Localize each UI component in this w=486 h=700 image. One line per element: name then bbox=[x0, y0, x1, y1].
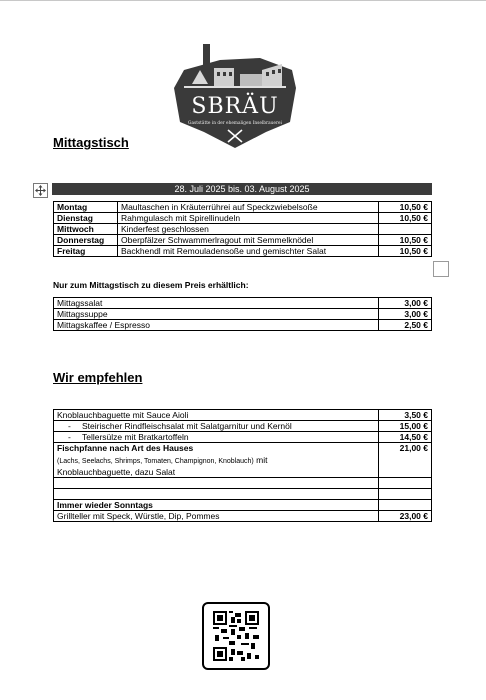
fish-mit: mit bbox=[256, 455, 268, 465]
extra-item: Mittagssuppe bbox=[54, 309, 379, 320]
rec-item: Grillteller mit Speck, Würstle, Dip, Pommes bbox=[54, 511, 379, 522]
extra-item: Mittagssalat bbox=[54, 298, 379, 309]
price: 10,50 € bbox=[379, 246, 432, 257]
table-row bbox=[54, 421, 432, 432]
table-row bbox=[54, 500, 432, 511]
weekday: Mittwoch bbox=[54, 224, 118, 235]
bullet-dash-icon: - bbox=[68, 432, 71, 442]
table-row bbox=[54, 246, 432, 257]
weekday: Dienstag bbox=[54, 213, 118, 224]
price: 14,50 € bbox=[379, 432, 432, 443]
table-row bbox=[54, 298, 432, 309]
empty-cell bbox=[379, 489, 432, 500]
table-row bbox=[54, 432, 432, 443]
qr-code-icon[interactable] bbox=[202, 602, 270, 670]
rec-item-sub bbox=[54, 421, 379, 432]
dish: Oberpfälzer Schwammerlragout mit Semmelknödel bbox=[118, 235, 379, 246]
page-top-border bbox=[0, 0, 486, 1]
dish: Kinderfest geschlossen bbox=[118, 224, 379, 235]
price: 3,50 € bbox=[379, 410, 432, 421]
bullet-dash-icon: - bbox=[68, 421, 71, 431]
extras-table bbox=[53, 297, 432, 331]
price: 3,00 € bbox=[379, 298, 432, 309]
sunday-heading: Immer wieder Sonntags bbox=[54, 500, 379, 511]
empty-cell bbox=[54, 489, 379, 500]
rec-item: Tellersülze mit Bratkartoffeln bbox=[82, 432, 189, 442]
fish-side: Knoblauchbaguette, dazu Salat bbox=[57, 467, 176, 477]
table-resize-handle[interactable] bbox=[433, 261, 449, 277]
recommend-table bbox=[53, 409, 432, 522]
empty-cell bbox=[54, 478, 379, 489]
move-arrows-icon[interactable] bbox=[33, 183, 48, 198]
extra-item: Mittagskaffee / Espresso bbox=[54, 320, 379, 331]
recommend-heading: Wir empfehlen bbox=[53, 370, 143, 385]
weekday: Montag bbox=[54, 202, 118, 213]
rec-item: Steirischer Rindfleischsalat mit Salatgarnitur und Kernöl bbox=[82, 421, 292, 431]
price: 21,00 € bbox=[379, 443, 432, 478]
price: 10,50 € bbox=[379, 202, 432, 213]
table-row bbox=[54, 443, 432, 478]
price: 10,50 € bbox=[379, 213, 432, 224]
weekday: Donnerstag bbox=[54, 235, 118, 246]
table-row bbox=[54, 309, 432, 320]
price bbox=[379, 224, 432, 235]
dish: Maultaschen in Kräuterrührei auf Speckzwiebelsoße bbox=[118, 202, 379, 213]
empty-cell bbox=[379, 478, 432, 489]
lunch-menu-table bbox=[53, 201, 432, 257]
weekday: Freitag bbox=[54, 246, 118, 257]
logo-name: SBRÄU bbox=[191, 94, 279, 119]
table-row bbox=[54, 213, 432, 224]
brewery-logo bbox=[170, 40, 300, 152]
table-row bbox=[54, 320, 432, 331]
price: 2,50 € bbox=[379, 320, 432, 331]
table-row bbox=[54, 410, 432, 421]
dish: Rahmgulasch mit Spirellinudeln bbox=[118, 213, 379, 224]
table-row bbox=[54, 202, 432, 213]
price: 3,00 € bbox=[379, 309, 432, 320]
lunch-heading: Mittagstisch bbox=[53, 135, 129, 150]
table-row bbox=[54, 235, 432, 246]
dish: Backhendl mit Remouladensoße und gemischter Salat bbox=[118, 246, 379, 257]
price: 23,00 € bbox=[379, 511, 432, 522]
rec-item: Knoblauchbaguette mit Sauce Aioli bbox=[54, 410, 379, 421]
fish-title: Fischpfanne nach Art des Hauses bbox=[57, 443, 194, 453]
rec-item-fish bbox=[54, 443, 379, 478]
table-row bbox=[54, 224, 432, 235]
fish-detail: (Lachs, Seelachs, Shrimps, Tomaten, Champignon, Knoblauch) bbox=[57, 458, 254, 465]
empty-cell bbox=[379, 500, 432, 511]
price: 15,00 € bbox=[379, 421, 432, 432]
week-date-range: 28. Juli 2025 bis. 03. August 2025 bbox=[52, 183, 432, 195]
extras-note: Nur zum Mittagstisch zu diesem Preis erhältlich: bbox=[53, 280, 249, 290]
table-row bbox=[54, 511, 432, 522]
rec-item-sub bbox=[54, 432, 379, 443]
logo-tagline: Gaststätte in der ehemaligen Inselbrauerei bbox=[188, 121, 282, 126]
price: 10,50 € bbox=[379, 235, 432, 246]
table-row bbox=[54, 478, 432, 489]
table-row bbox=[54, 489, 432, 500]
